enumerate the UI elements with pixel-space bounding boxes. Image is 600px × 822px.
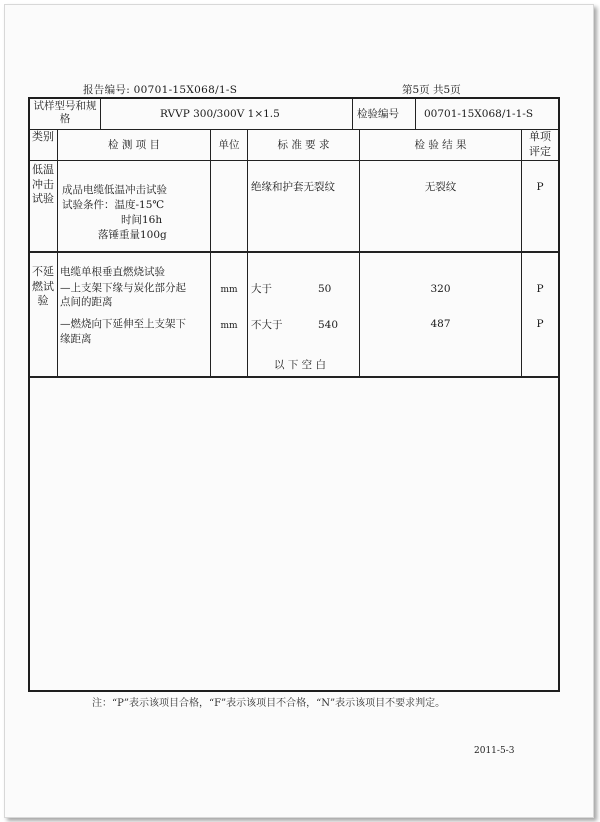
sample-value: RVVP 300/300V 1×1.5 [160, 108, 280, 120]
item-line: 落锤重量100g [98, 229, 167, 241]
col-rule [100, 99, 101, 129]
standard-value: 50 [318, 283, 332, 295]
judgement-value: P [536, 283, 544, 295]
row-rule [30, 251, 558, 253]
item-title: 电缆单根垂直燃烧试验 [60, 266, 165, 278]
blank-note: 以 下 空 白 [274, 359, 327, 371]
standard-text: 绝缘和护套无裂纹 [251, 181, 335, 193]
col-header-item: 检 测 项 目 [107, 139, 160, 151]
row-rule [30, 160, 558, 161]
row-rule [30, 129, 558, 130]
section-category: 低温冲击试验 [32, 163, 54, 205]
item-line: 时间16h [121, 214, 163, 226]
col-header-standard: 标 准 要 求 [277, 139, 330, 151]
item-line: 缘距离 [60, 333, 92, 345]
col-header-result: 检 验 结 果 [414, 139, 467, 151]
report-table [28, 97, 560, 692]
col-rule [352, 99, 353, 129]
item-line: 试验条件：温度-15℃ [62, 199, 165, 211]
item-line: 成品电缆低温冲击试验 [62, 184, 167, 196]
unit-value: mm [220, 285, 238, 295]
item-line: —上支架下缘与炭化部分起 [60, 282, 186, 294]
sample-label: 试样型号和规格 [33, 100, 97, 125]
result-value: 320 [430, 283, 451, 295]
footer-note: 注：“P”表示该项目合格，“F”表示该项目不合格，“N”表示该项目不要求判定。 [92, 698, 446, 709]
section-category: 不延燃试验 [32, 265, 54, 307]
col-header-judgement: 单项评定 [529, 130, 551, 158]
judgement-value: P [536, 181, 544, 193]
standard-value: 540 [318, 319, 339, 331]
col-rule [521, 129, 522, 376]
row-rule [30, 376, 558, 378]
judgement-value: P [536, 318, 544, 330]
col-rule [210, 129, 211, 376]
result-value: 无裂纹 [424, 181, 457, 193]
page-info: 第5页 共5页 [402, 84, 461, 96]
standard-op: 大于 [251, 283, 272, 295]
standard-op: 不大于 [251, 319, 283, 331]
col-rule [359, 129, 360, 376]
item-line: 点间的距离 [60, 296, 113, 308]
inspection-label: 检验编号 [357, 108, 399, 120]
report-number: 报告编号: 00701-15X068/1-S [83, 84, 238, 96]
col-rule [57, 129, 58, 376]
inspection-number: 00701-15X068/1-1-S [424, 108, 534, 120]
item-line: —燃烧向下延伸至上支架下 [60, 318, 186, 330]
col-rule [247, 129, 248, 376]
unit-value: mm [220, 321, 238, 331]
report-date: 2011-5-3 [474, 746, 515, 756]
result-value: 487 [430, 318, 451, 330]
col-header-unit: 单位 [218, 139, 240, 151]
col-rule [415, 99, 416, 129]
col-header-category: 类别 [32, 130, 54, 143]
